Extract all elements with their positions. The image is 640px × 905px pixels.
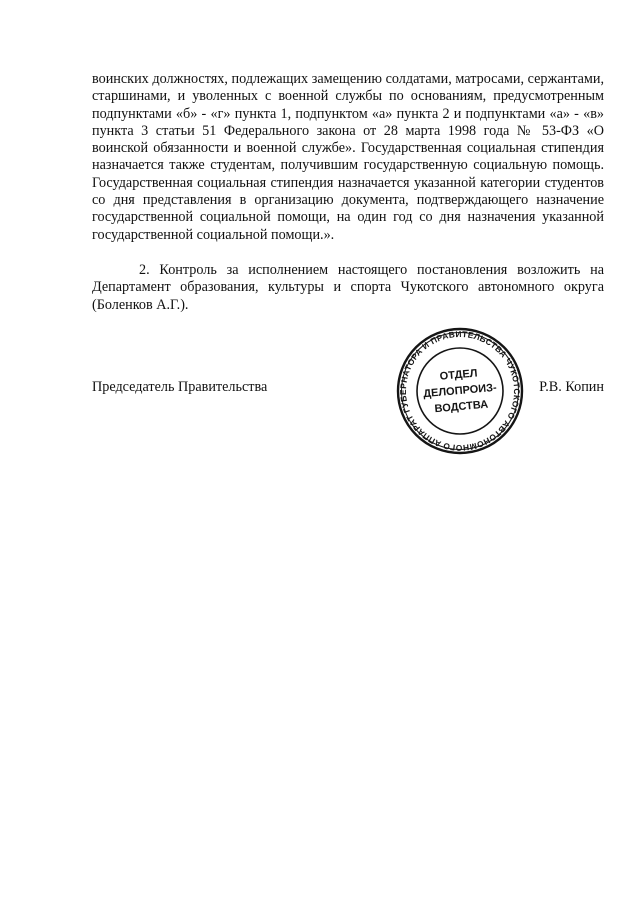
seal-center-line-3: ВОДСТВА <box>434 398 489 416</box>
office-seal-stamp <box>395 326 525 456</box>
seal-ring-text: АППАРАТ ГУБЕРНАТОРА И ПРАВИТЕЛЬСТВА ЧУКОТСКОГО АВТОНОМНОГО <box>397 328 523 454</box>
seal-center-line-2: ДЕЛОПРОИЗ- <box>422 381 498 401</box>
paragraph-control-clause: 2. Контроль за исполнением настоящего постановления возложить на Департамент образования, культуры и спорта Чукотского автономного округа (Боленков А.Г.). <box>92 262 604 313</box>
signatory-title: Председатель Правительства <box>92 379 268 395</box>
signatory-name: Р.В. Копин <box>539 379 604 395</box>
paragraph-stipend-conditions: воинских должностях, подлежащих замещению солдатами, матросами, сержантами, старшинами, и уволенных с военной службы по основаниям, предусмотренным подпунктами «б» - «г» пункта 1, подпунктом «а» пункта 2 и подпунктами «а» - «в» пункта 3 статьи 51 Федерального закона от 28 марта 1998 года № 53-ФЗ «О воинской обязанности и военной службе». Государственная социальная стипендия назначается также студентам, получившим государственную социальную помощь. Государственная социальная стипендия назначается указанной категории студентов со дня представления в организацию документа, подтверждающего назначение государственной социальной помощи, на один год со дня назначения указанной государственной социальной помощи.». <box>92 71 604 243</box>
seal-center-line-1: ОТДЕЛ <box>439 367 479 383</box>
